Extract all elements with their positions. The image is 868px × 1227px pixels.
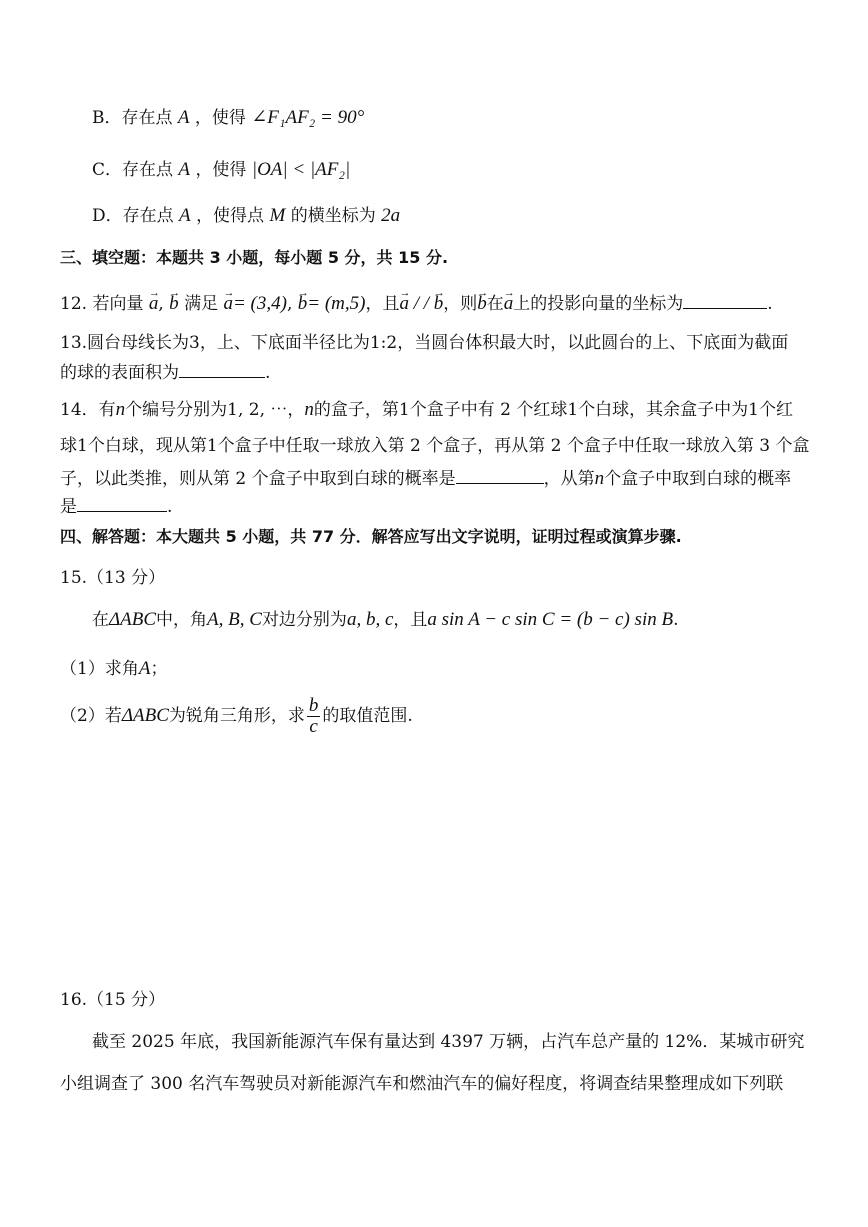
answer-blank-13[interactable]	[179, 359, 265, 378]
option-d-suffix: 的横坐标为	[290, 206, 376, 226]
option-c-math: |OA| < |AF₂|	[251, 159, 351, 180]
option-b-mid: ，使得	[194, 108, 246, 128]
question-14-line-3: 子，以此类推，则从第 2 个盒子中取到白球的概率是 ，从第n个盒子中取到白球的概率	[60, 465, 791, 491]
question-16-line-2: 小组调查了 300 名汽车驾驶员对新能源汽车和燃油汽车的偏好程度，将调查结果整理成如下列联	[60, 1074, 784, 1094]
question-15-stem: 在ΔABC中，角A, B, C对边分别为a, b, c，且a sin A − c sin C = (b − c) sin B.	[92, 609, 679, 630]
question-13-line-2: 的球的表面积为 .	[60, 359, 270, 385]
question-14-line-1: 14．有n个编号分别为1, 2, ⋯，n的盒子，第1个盒子中有 2 个红球1个白球，其余盒子中为1个红	[60, 399, 793, 420]
question-14-line-4: 是 .	[60, 493, 172, 519]
fraction-b-over-c: $\frac{b}{c}$	[308, 695, 319, 737]
option-b: B．存在点 A ，使得 ∠F₁AF₂ = 90°	[92, 107, 365, 128]
question-15-part-2: （2）若ΔABC为锐角三角形，求 $\frac{b}{c}$ 的取值范围.	[60, 695, 413, 737]
question-14-line-2: 球1个白球，现从第1个盒子中任取一球放入第 2 个盒子，再从第 2 个盒子中任取一球放入第 3 个盒	[60, 436, 810, 456]
answer-blank-14a[interactable]	[456, 465, 544, 484]
option-d-mid: ，使得点	[196, 206, 265, 226]
question-15-header: 15.（13 分）	[60, 568, 166, 588]
section-4-heading: 四、解答题：本大题共 5 小题，共 77 分．解答应写出文字说明，证明过程或演算步骤.	[60, 527, 682, 546]
option-c-prefix: C．存在点	[92, 160, 174, 180]
answer-blank-12[interactable]	[683, 290, 767, 309]
option-d: D．存在点 A ，使得点 M 的横坐标为 2a	[92, 205, 401, 226]
option-b-prefix: B．存在点	[92, 108, 173, 128]
question-12: 12. 若向量 → a, → b 满足 → a= (3,4), → b= (m,5)，且→ a / / → b，则→ b在→ a上的投影向量的坐标为 .	[60, 290, 773, 316]
option-b-math: ∠F₁AF₂ = 90°	[251, 107, 365, 128]
option-c: C．存在点 A ，使得 |OA| < |AF₂|	[92, 159, 351, 180]
question-15-part-1: （1）求角A；	[60, 658, 168, 679]
option-c-mid: ，使得	[195, 160, 247, 180]
answer-blank-14b[interactable]	[77, 493, 167, 512]
question-13-line-1: 13.圆台母线长为3，上、下底面半径比为1:2，当圆台体积最大时，以此圆台的上、下底面为截面	[60, 333, 789, 353]
question-16-line-1: 截至 2025 年底，我国新能源汽车保有量达到 4397 万辆，占汽车总产量的 12%．某城市研究	[92, 1032, 805, 1052]
section-3-heading: 三、填空题：本题共 3 小题，每小题 5 分，共 15 分.	[60, 248, 449, 267]
option-d-prefix: D．存在点	[92, 206, 174, 226]
question-16-header: 16.（15 分）	[60, 990, 166, 1010]
